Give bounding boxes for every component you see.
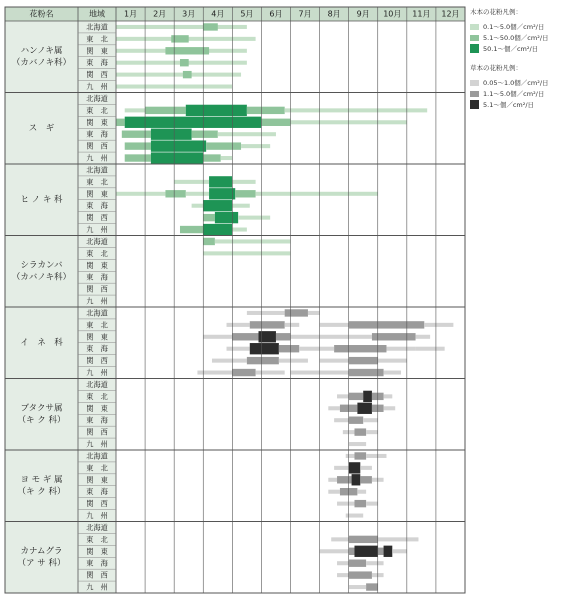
pollen-bar	[372, 333, 416, 340]
header-plant: 花粉名	[29, 9, 54, 19]
pollen-bar	[337, 476, 352, 483]
region-label: 東 北	[86, 320, 108, 330]
pollen-bar	[328, 406, 340, 410]
region-label: 東 海	[86, 58, 108, 68]
pollen-bar	[320, 323, 349, 327]
pollen-bar	[384, 371, 401, 375]
pollen-bar	[125, 142, 151, 149]
region-label: 九 州	[86, 296, 108, 306]
legend-herb-level-3	[470, 99, 567, 110]
pollen-bar	[360, 476, 372, 483]
month-header: 8月	[327, 9, 341, 19]
pollen-bar	[346, 454, 355, 458]
region-label: 北海道	[86, 236, 108, 246]
legend-label: 5.1～50.0個／cm²/日	[483, 34, 549, 42]
pollen-bar	[279, 345, 299, 352]
pollen-bar	[116, 119, 125, 126]
pollen-bar	[337, 561, 349, 565]
region-label: 東 海	[86, 129, 108, 139]
pollen-bar	[235, 190, 255, 197]
pollen-bar	[349, 321, 425, 328]
pollen-bar	[247, 311, 285, 315]
pollen-bar	[392, 549, 407, 553]
pollen-bar	[360, 466, 372, 470]
pollen-bar	[276, 333, 291, 340]
pollen-bar	[145, 107, 186, 114]
region-label: 関 西	[86, 356, 108, 366]
pollen-bar	[291, 335, 372, 339]
legend-herb-title: 草本の花粉凡例：	[470, 64, 522, 72]
pollen-bar	[416, 347, 445, 351]
region-label: 東 北	[86, 34, 108, 44]
legend-tree-level-1	[470, 21, 567, 32]
month-header: 3月	[182, 9, 196, 19]
plant-name: （キ ク 科）	[17, 415, 66, 426]
region-label: 関 西	[86, 141, 108, 151]
pollen-bar	[256, 371, 285, 375]
pollen-bar	[366, 561, 383, 565]
region-label: 東 海	[86, 558, 108, 568]
region-label: 東 海	[86, 415, 108, 425]
pollen-bar	[299, 347, 334, 351]
pollen-bar	[308, 311, 320, 315]
header-region: 地域	[89, 9, 105, 19]
pollen-bar	[349, 369, 384, 376]
pollen-bar	[125, 108, 145, 112]
plant-name: ブタクサ属	[20, 403, 63, 414]
month-header: 5月	[240, 9, 254, 19]
region-label: 東 北	[86, 177, 108, 187]
pollen-bar	[386, 347, 415, 351]
region-label: 関 東	[86, 403, 108, 413]
region-label: 九 州	[86, 511, 108, 521]
pollen-bar	[349, 393, 364, 400]
month-header: 6月	[269, 9, 283, 19]
region-label: 北海道	[86, 451, 108, 461]
region-label: 九 州	[86, 439, 108, 449]
pollen-bar	[238, 216, 270, 220]
legend-swatch	[470, 24, 479, 30]
pollen-bar	[151, 129, 192, 140]
legend-tree-level-3	[470, 43, 567, 54]
pollen-bar	[247, 357, 279, 364]
region-label: 関 東	[86, 46, 108, 56]
region-label: 北海道	[86, 165, 108, 175]
month-header: 11月	[412, 9, 431, 19]
pollen-bar	[232, 369, 255, 376]
pollen-bar	[354, 428, 366, 435]
legend-swatch	[470, 91, 479, 97]
region-label: 関 西	[86, 70, 108, 80]
plant-name: ヨ モ ギ 属	[20, 474, 63, 485]
legend-swatch	[470, 100, 479, 109]
pollen-bar	[174, 180, 209, 184]
pollen-bar	[328, 478, 337, 482]
plant-name: ス ギ	[28, 123, 55, 134]
pollen-bar	[116, 192, 165, 196]
pollen-bar	[366, 502, 378, 506]
plant-name: （カバノキ科）	[11, 272, 72, 283]
region-label: 東 北	[86, 534, 108, 544]
legend-label: 0.05～1.0個／cm²/日	[483, 79, 549, 87]
region-label: 関 東	[86, 117, 108, 127]
pollen-bar	[285, 323, 300, 327]
pollen-bar	[378, 537, 419, 541]
region-label: 東 海	[86, 272, 108, 282]
pollen-bar	[116, 73, 241, 77]
pollen-bar	[334, 345, 386, 352]
pollen-bar	[218, 132, 276, 136]
pollen-bar	[197, 371, 232, 375]
pollen-bar	[122, 131, 151, 138]
legend-label: 5.1～個／cm²/日	[483, 101, 535, 109]
region-label: 関 東	[86, 546, 108, 556]
region-label: 関 西	[86, 427, 108, 437]
legend-label: 1.1～5.0個／cm²/日	[483, 90, 545, 98]
region-label: 関 東	[86, 260, 108, 270]
region-label: 北海道	[86, 522, 108, 532]
region-label: 関 西	[86, 213, 108, 223]
pollen-bar	[320, 359, 349, 363]
pollen-bar	[331, 537, 348, 541]
pollen-bar	[337, 394, 349, 398]
month-header: 1月	[123, 9, 138, 19]
region-label: 関 東	[86, 475, 108, 485]
legend-tree-level-2	[470, 32, 567, 43]
region-label: 北海道	[86, 93, 108, 103]
pollen-bar	[352, 474, 361, 485]
region-label: 関 西	[86, 499, 108, 509]
pollen-bar	[186, 105, 247, 116]
region-label: 北海道	[86, 22, 108, 32]
region-label: 東 北	[86, 105, 108, 115]
pollen-bar	[357, 403, 372, 414]
pollen-bar	[203, 335, 232, 339]
legend-herb-level-1	[470, 77, 567, 88]
pollen-bar	[363, 418, 378, 422]
legend-swatch	[470, 80, 479, 86]
legend-label: 0.1～5.0個／cm²/日	[483, 23, 545, 31]
pollen-bar	[349, 536, 378, 543]
pollen-bar	[232, 204, 249, 208]
region-label: 九 州	[86, 82, 108, 92]
month-header: 12月	[441, 9, 460, 19]
region-label: 関 西	[86, 570, 108, 580]
pollen-bar	[261, 119, 290, 126]
pollen-bar	[384, 394, 393, 398]
pollen-bar	[227, 323, 250, 327]
pollen-bar	[180, 226, 203, 233]
pollen-bar	[180, 59, 189, 66]
pollen-bar	[227, 347, 250, 351]
pollen-bar	[232, 333, 258, 340]
pollen-bar	[416, 335, 431, 339]
pollen-bar	[125, 154, 151, 161]
pollen-bar	[349, 442, 366, 446]
pollen-bar	[151, 140, 206, 151]
pollen-bar	[241, 144, 270, 148]
plant-name: ハンノキ属	[20, 45, 63, 56]
pollen-bar	[320, 371, 349, 375]
pollen-bar	[232, 228, 247, 232]
pollen-bar	[203, 200, 232, 211]
month-header: 4月	[211, 9, 225, 19]
pollen-bar	[334, 418, 349, 422]
pollen-bar	[363, 391, 372, 402]
pollen-bar	[256, 192, 378, 196]
legend-swatch	[470, 35, 479, 41]
pollen-bar	[206, 142, 241, 149]
pollen-bar	[349, 585, 366, 589]
pollen-bar	[165, 190, 185, 197]
region-label: 東 海	[86, 344, 108, 354]
month-header: 9月	[356, 9, 370, 19]
pollen-bar	[203, 23, 218, 30]
pollen-bar	[334, 466, 349, 470]
pollen-bar	[357, 490, 366, 494]
pollen-bar	[186, 192, 209, 196]
region-label: 東 北	[86, 391, 108, 401]
pollen-bar	[349, 548, 355, 555]
region-label: 関 東	[86, 332, 108, 342]
pollen-bar	[349, 462, 361, 473]
pollen-bar	[378, 548, 384, 555]
pollen-bar	[354, 546, 377, 557]
pollen-bar	[349, 417, 364, 424]
pollen-bar	[337, 573, 349, 577]
pollen-bar	[203, 154, 220, 161]
pollen-bar	[209, 188, 235, 199]
region-label: 東 海	[86, 201, 108, 211]
pollen-bar	[192, 204, 204, 208]
pollen-bar	[366, 583, 378, 590]
pollen-bar	[203, 224, 232, 235]
region-label: 東 北	[86, 463, 108, 473]
chart-legend	[470, 8, 567, 110]
pollen-bar	[337, 502, 354, 506]
pollen-bar	[378, 359, 407, 363]
plant-name: （カバノキ科）	[11, 57, 72, 68]
pollen-bar	[424, 323, 453, 327]
region-label: 九 州	[86, 582, 108, 592]
region-label: 九 州	[86, 368, 108, 378]
pollen-bar	[328, 490, 340, 494]
pollen-bar	[151, 152, 203, 163]
pollen-bar	[285, 309, 308, 316]
pollen-bar	[250, 321, 285, 328]
pollen-bar	[215, 212, 238, 223]
region-label: 九 州	[86, 153, 108, 163]
pollen-bar	[349, 571, 372, 578]
pollen-bar	[366, 430, 378, 434]
plant-name: イ ネ 科	[20, 337, 63, 348]
month-header: 2月	[153, 9, 167, 19]
legend-tree-title: 木本の花粉凡例：	[470, 8, 522, 16]
pollen-bar	[183, 71, 192, 78]
pollen-bar	[192, 131, 218, 138]
pollen-bar	[215, 239, 291, 243]
pollen-bar	[221, 156, 233, 160]
pollen-bar	[354, 500, 366, 507]
region-label: 東 海	[86, 487, 108, 497]
pollen-bar	[349, 560, 366, 567]
region-label: 北海道	[86, 308, 108, 318]
pollen-bar	[209, 176, 232, 187]
region-label: 北海道	[86, 379, 108, 389]
month-header: 7月	[298, 9, 312, 19]
pollen-bar	[285, 108, 428, 112]
month-header: 10月	[383, 9, 402, 19]
plant-name: （キ ク 科）	[17, 486, 66, 497]
pollen-bar	[354, 452, 366, 459]
pollen-bar	[247, 107, 285, 114]
pollen-bar	[203, 238, 215, 245]
plant-name: ヒ ノ キ 科	[20, 194, 63, 205]
pollen-bar	[384, 546, 393, 557]
region-label: 関 西	[86, 284, 108, 294]
pollen-bar	[279, 359, 308, 363]
pollen-bar	[116, 25, 247, 29]
pollen-bar	[320, 549, 349, 553]
plant-name: シラカンバ	[20, 260, 63, 271]
pollen-bar	[349, 357, 378, 364]
region-label: 東 北	[86, 248, 108, 258]
pollen-bar	[212, 359, 247, 363]
pollen-bar	[165, 47, 209, 54]
legend-swatch	[470, 44, 479, 53]
pollen-bar	[250, 343, 279, 354]
region-label: 関 東	[86, 189, 108, 199]
pollen-bar	[291, 371, 320, 375]
pollen-bar	[366, 454, 386, 458]
plant-name: （ア サ 科）	[17, 558, 66, 569]
pollen-bar	[203, 214, 215, 221]
legend-label: 50.1～個／cm²/日	[483, 45, 539, 53]
pollen-bar	[203, 251, 290, 255]
pollen-bar	[384, 406, 396, 410]
pollen-bar	[232, 180, 255, 184]
plant-name: カナムグラ	[20, 546, 63, 557]
region-label: 九 州	[86, 225, 108, 235]
legend-herb-level-2	[470, 88, 567, 99]
